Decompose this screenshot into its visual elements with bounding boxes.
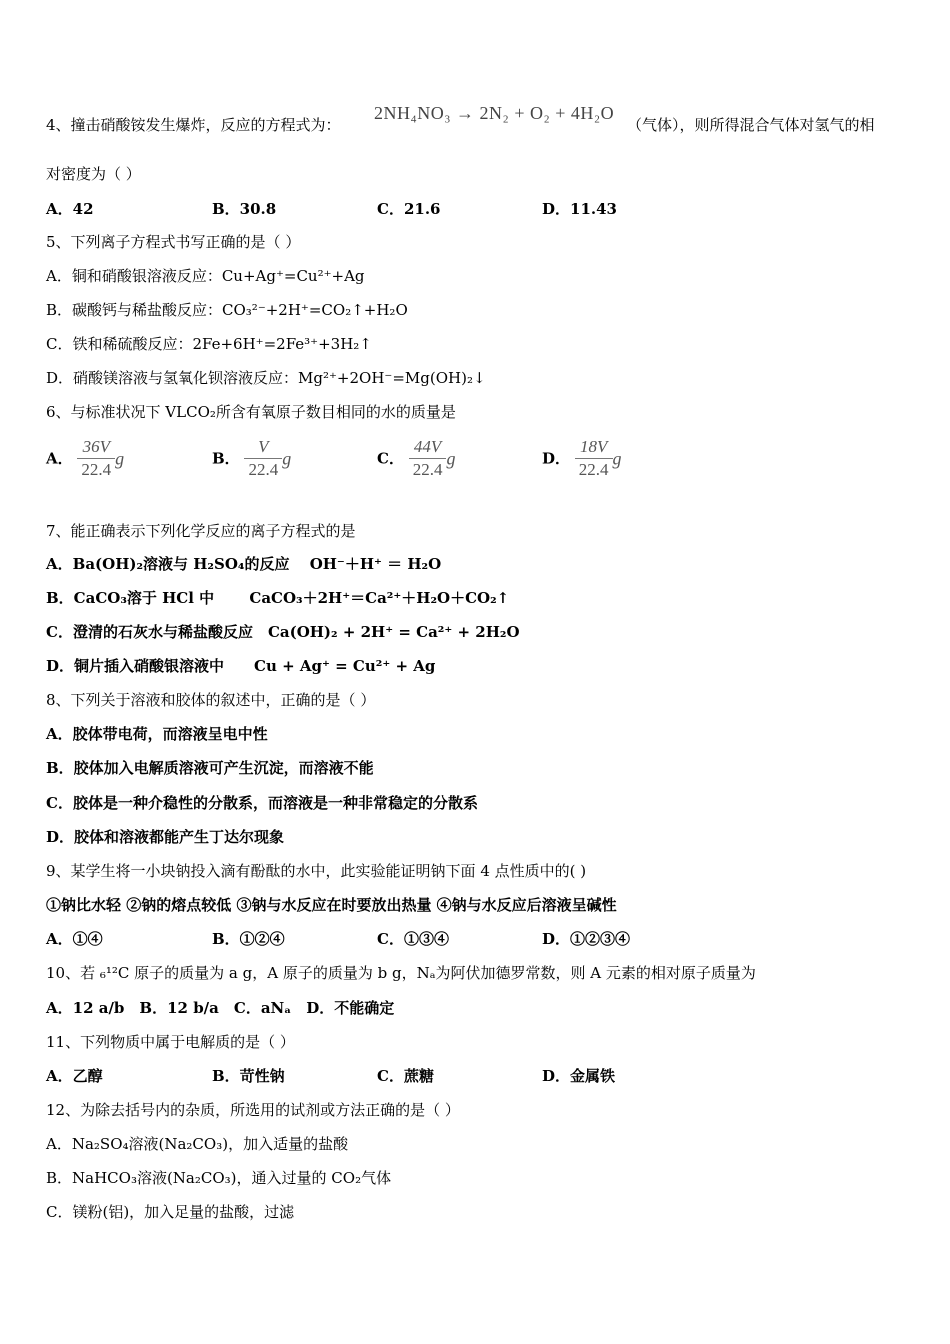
q12-option-a: A．Na₂SO₄溶液(Na₂CO₃)，加入适量的盐酸	[46, 1135, 349, 1153]
q10-options: A．12 a/b B．12 b/a C．aNₐ D．不能确定	[46, 999, 395, 1017]
q6-option-a-den: 22.4	[81, 460, 112, 479]
q8-stem: 8、下列关于溶液和胶体的叙述中，正确的是（ ）	[46, 691, 376, 709]
q11-stem: 11、下列物质中属于电解质的是（ ）	[46, 1033, 295, 1051]
q5-stem: 5、下列离子方程式书写正确的是（ ）	[46, 233, 301, 251]
q12-option-c: C．镁粉(铝)，加入足量的盐酸，过滤	[46, 1203, 295, 1221]
q7-option-a: A．Ba(OH)₂溶液与 H₂SO₄的反应 OH⁻＋H⁺ ＝ H₂O	[46, 555, 442, 573]
q8-option-b: B．胶体加入电解质溶液可产生沉淀，而溶液不能	[46, 759, 374, 777]
q4-stem-cont: 对密度为（ ）	[46, 165, 141, 183]
q9-option-d: D．①②③④	[542, 930, 631, 948]
q6-option-a-label: A．	[46, 449, 73, 468]
q6-option-b-label: B．	[212, 449, 240, 468]
q6-option-d-label: D．	[542, 449, 571, 468]
q4-option-b: B．30.8	[212, 200, 277, 218]
q6-option-d	[542, 436, 622, 481]
q6-option-b-den: 22.4	[248, 460, 279, 479]
q6-option-d-fraction	[575, 436, 613, 481]
q4-option-c: C．21.6	[377, 200, 441, 218]
q5-option-b: B．碳酸钙与稀盐酸反应：CO₃²⁻+2H⁺=CO₂↑+H₂O	[46, 301, 408, 319]
q6-option-c-num: 44V	[409, 436, 447, 459]
q6-option-d-den: 22.4	[578, 460, 609, 479]
q6-option-a-num: 36V	[77, 436, 115, 459]
q10-stem: 10、若 ₆¹²C 原子的质量为 a g，A 原子的质量为 b g，Nₐ为阿伏加德罗常数，则 A 元素的相对原子质量为	[46, 964, 756, 982]
q6-option-a-unit: g	[115, 448, 125, 469]
q8-option-c: C．胶体是一种介稳性的分散系，而溶液是一种非常稳定的分散系	[46, 794, 478, 812]
q6-option-c-label: C．	[377, 449, 404, 468]
q9-properties: ①钠比水轻 ②钠的熔点较低 ③钠与水反应在时要放出热量 ④钠与水反应后溶液呈碱性	[46, 896, 617, 914]
q11-option-b: B．苛性钠	[212, 1067, 285, 1085]
q7-stem: 7、能正确表示下列化学反应的离子方程式的是	[46, 522, 356, 540]
q11-option-a: A．乙醇	[46, 1067, 103, 1085]
q4-stem-suffix: （气体），则所得混合气体对氢气的相	[627, 116, 875, 134]
q6-option-c-fraction	[409, 436, 447, 481]
q6-option-a	[46, 436, 124, 481]
q6-option-c	[377, 436, 455, 481]
q6-option-c-den: 22.4	[412, 460, 443, 479]
q6-option-b	[212, 436, 291, 481]
q6-option-b-unit: g	[282, 448, 292, 469]
q4-stem-prefix: 4、撞击硝酸铵发生爆炸，反应的方程式为：	[46, 116, 341, 134]
q9-option-b: B．①②④	[212, 930, 285, 948]
q5-option-c: C．铁和稀硫酸反应：2Fe+6H⁺=2Fe³⁺+3H₂↑	[46, 335, 372, 353]
q6-option-c-unit: g	[446, 448, 456, 469]
q4-option-d: D．11.43	[542, 200, 617, 218]
q6-option-a-fraction	[77, 436, 115, 481]
q12-stem: 12、为除去括号内的杂质，所选用的试剂或方法正确的是（ ）	[46, 1101, 460, 1119]
q11-option-c: C．蔗糖	[377, 1067, 434, 1085]
q9-option-a: A．①④	[46, 930, 103, 948]
q6-stem: 6、与标准状况下 VLCO₂所含有氧原子数目相同的水的质量是	[46, 403, 456, 421]
q6-option-d-num: 18V	[575, 436, 613, 459]
q12-option-b: B．NaHCO₃溶液(Na₂CO₃)，通入过量的 CO₂气体	[46, 1169, 392, 1187]
q6-option-b-fraction	[244, 436, 282, 481]
q8-option-d: D．胶体和溶液都能产生丁达尔现象	[46, 828, 285, 846]
q6-option-b-num: V	[244, 436, 282, 459]
q8-option-a: A．胶体带电荷，而溶液呈电中性	[46, 725, 268, 743]
q5-option-d: D．硝酸镁溶液与氢氧化钡溶液反应：Mg²⁺+2OH⁻=Mg(OH)₂↓	[46, 369, 486, 387]
q4-equation: 2NH₄NO₃ → 2N₂ + O₂ + 4H₂O	[374, 103, 615, 123]
q7-option-b: B．CaCO₃溶于 HCl 中 CaCO₃＋2H⁺＝Ca²⁺＋H₂O＋CO₂↑	[46, 589, 510, 607]
q9-stem: 9、某学生将一小块钠投入滴有酚酞的水中，此实验能证明钠下面 4 点性质中的( )	[46, 862, 587, 880]
q5-option-a: A．铜和硝酸银溶液反应：Cu+Ag⁺=Cu²⁺+Ag	[46, 267, 365, 285]
q9-option-c: C．①③④	[377, 930, 449, 948]
q4-option-a: A．42	[46, 200, 94, 218]
q7-option-d: D．铜片插入硝酸银溶液中 Cu + Ag⁺ = Cu²⁺ + Ag	[46, 657, 436, 675]
q4-stem	[46, 115, 341, 135]
q11-option-d: D．金属铁	[542, 1067, 616, 1085]
q6-option-d-unit: g	[612, 448, 622, 469]
q7-option-c: C．澄清的石灰水与稀盐酸反应 Ca(OH)₂ + 2H⁺ = Ca²⁺ + 2H₂O	[46, 623, 520, 641]
